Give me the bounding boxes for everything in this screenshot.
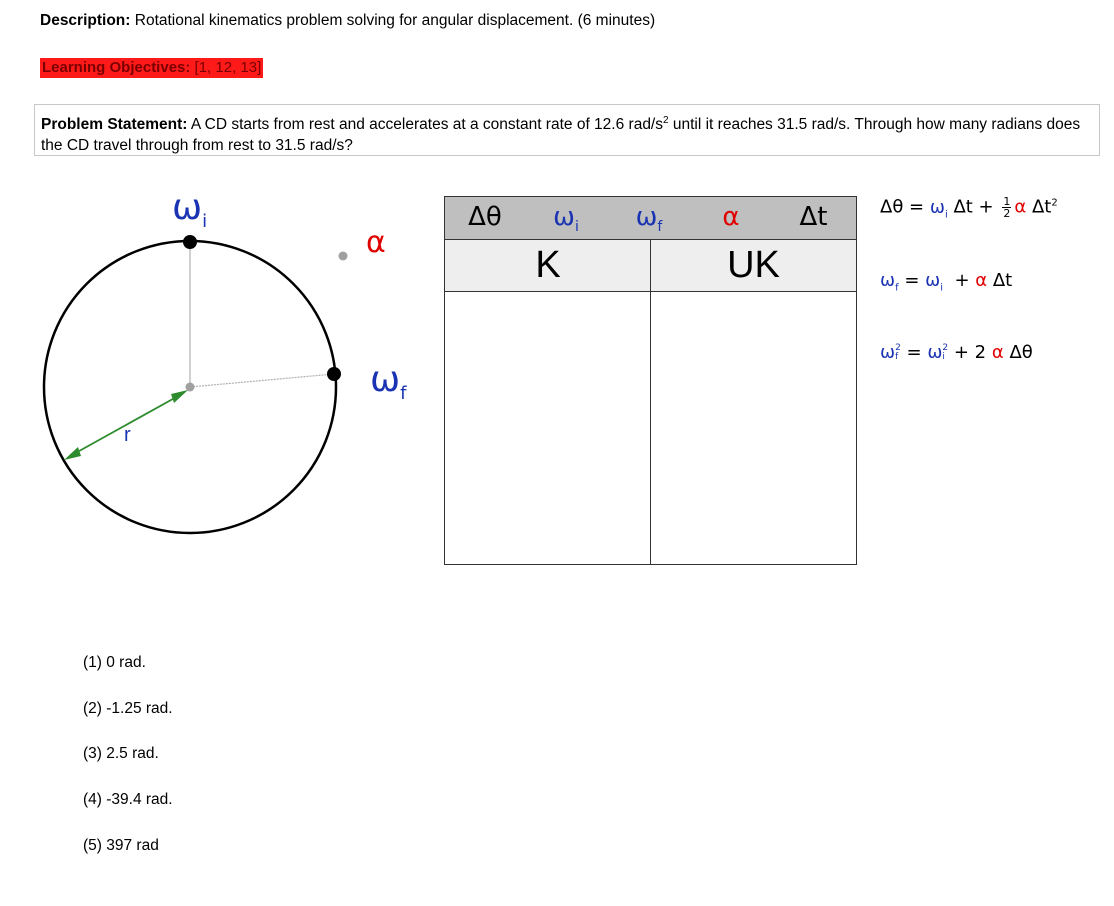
header-alpha (691, 197, 771, 241)
eq3-omega-i (927, 342, 948, 363)
table-column-divider (650, 240, 651, 565)
eq3-omega-f-sup: 2 (895, 343, 901, 353)
eq3-omega-i-sub: i (942, 352, 945, 362)
header-omega-f-symbol: ω (635, 202, 658, 232)
alpha-marker-dot (339, 252, 348, 261)
eq3-omega-f (880, 342, 901, 363)
eq2-omega-f (880, 270, 899, 294)
omega-i-symbol: ω (172, 187, 203, 228)
choice-4[interactable]: (4) -39.4 rad. (83, 791, 173, 808)
header-delta-t-symbol: Δt (799, 202, 828, 232)
header-alpha-symbol: α (722, 202, 740, 232)
learning-objectives-badge (40, 58, 263, 78)
problem-label: Problem Statement: (41, 116, 188, 134)
header-omega-i-symbol: ω (553, 202, 575, 232)
equation-final-velocity (880, 270, 1012, 294)
header-omega-i (525, 197, 607, 241)
eq3-plus: + 2 (948, 342, 992, 363)
choice-5[interactable]: (5) 397 rad (83, 837, 159, 854)
description (40, 12, 655, 30)
eq2-alpha: α (975, 270, 988, 291)
eq1-sup: 2 (1051, 197, 1058, 209)
eq3-omega-f-sub: f (895, 352, 899, 362)
eq1-dt: Δt + (947, 196, 1000, 218)
equation-velocity-squared (880, 342, 1033, 363)
header-omega-f (607, 197, 691, 241)
eq1-denominator: 2 (1003, 207, 1011, 220)
header-omega-f-sub: f (657, 219, 663, 236)
center-point (186, 383, 195, 392)
omega-f-label (370, 360, 407, 414)
choice-2[interactable]: (2) -1.25 rad. (83, 700, 173, 717)
horizontal-reference-line (190, 374, 334, 387)
eq2-omega-f-sub: f (895, 282, 899, 294)
known-label: K (535, 244, 561, 286)
omega-f-symbol: ω (370, 359, 401, 400)
final-position-dot (327, 367, 341, 381)
problem-text-a: A CD starts from rest and accelerates at a constant rate of 12.6 rad/s (190, 116, 663, 134)
problem-text-b: until it reaches 31.5 rad/s. Through how many radians does the CD travel through from rest to 31.5 rad/s? (41, 116, 1081, 155)
equation-displacement (880, 196, 1058, 220)
radius-arrowhead-inner (171, 390, 188, 403)
eq3-omega-i-sup: 2 (942, 343, 949, 353)
problem-text-sup: 2 (663, 115, 669, 126)
eq2-omega-f-symbol: ω (880, 270, 896, 291)
unknown-label: UK (727, 244, 780, 286)
variable-table-header (444, 196, 857, 240)
eq3-omega-f-symbol: ω (880, 342, 896, 363)
eq1-dt2: Δt (1026, 196, 1052, 218)
eq1-omega-sub: i (944, 209, 948, 221)
eq2-equals: = (898, 270, 926, 291)
choice-3[interactable]: (3) 2.5 rad. (83, 745, 159, 762)
eq2-omega-i-symbol: ω (925, 270, 941, 291)
learning-objectives-label: Learning Objectives: (42, 59, 191, 76)
header-delta-theta (445, 197, 525, 241)
eq2-omega-i (925, 270, 943, 294)
alpha-label: α (366, 225, 386, 260)
description-text: Rotational kinematics problem solving for angular displacement. (6 minutes) (134, 12, 656, 29)
radius-label: r (124, 424, 131, 446)
eq3-dtheta: Δθ (1003, 342, 1033, 363)
eq3-omega-i-symbol: ω (927, 342, 943, 363)
eq1-numerator: 1 (1003, 195, 1011, 208)
omega-i-sub: i (202, 211, 208, 233)
eq3-equals: = (900, 342, 928, 363)
header-delta-t (771, 197, 856, 241)
header-omega-i-sub: i (574, 219, 579, 236)
choice-1[interactable]: (1) 0 rad. (83, 654, 146, 671)
eq3-alpha: α (991, 342, 1004, 363)
eq2-plus: + (943, 270, 976, 291)
eq1-lhs: Δθ = (880, 196, 925, 218)
eq1-alpha: α (1014, 196, 1027, 218)
learning-objectives-text: [1, 12, 13] (194, 59, 262, 76)
radius-arrowhead-outer (64, 447, 81, 460)
eq1-omega-symbol: ω (929, 196, 945, 218)
omega-i-label (172, 188, 207, 242)
header-delta-theta-symbol: Δθ (468, 202, 502, 232)
problem-statement-box (34, 104, 1100, 156)
description-label: Description: (40, 12, 131, 29)
eq2-dt: Δt (987, 270, 1013, 291)
omega-f-sub: f (400, 383, 407, 405)
eq2-omega-i-sub: i (940, 282, 943, 294)
eq1-half-fraction (1002, 196, 1011, 219)
eq1-omega (929, 196, 948, 221)
